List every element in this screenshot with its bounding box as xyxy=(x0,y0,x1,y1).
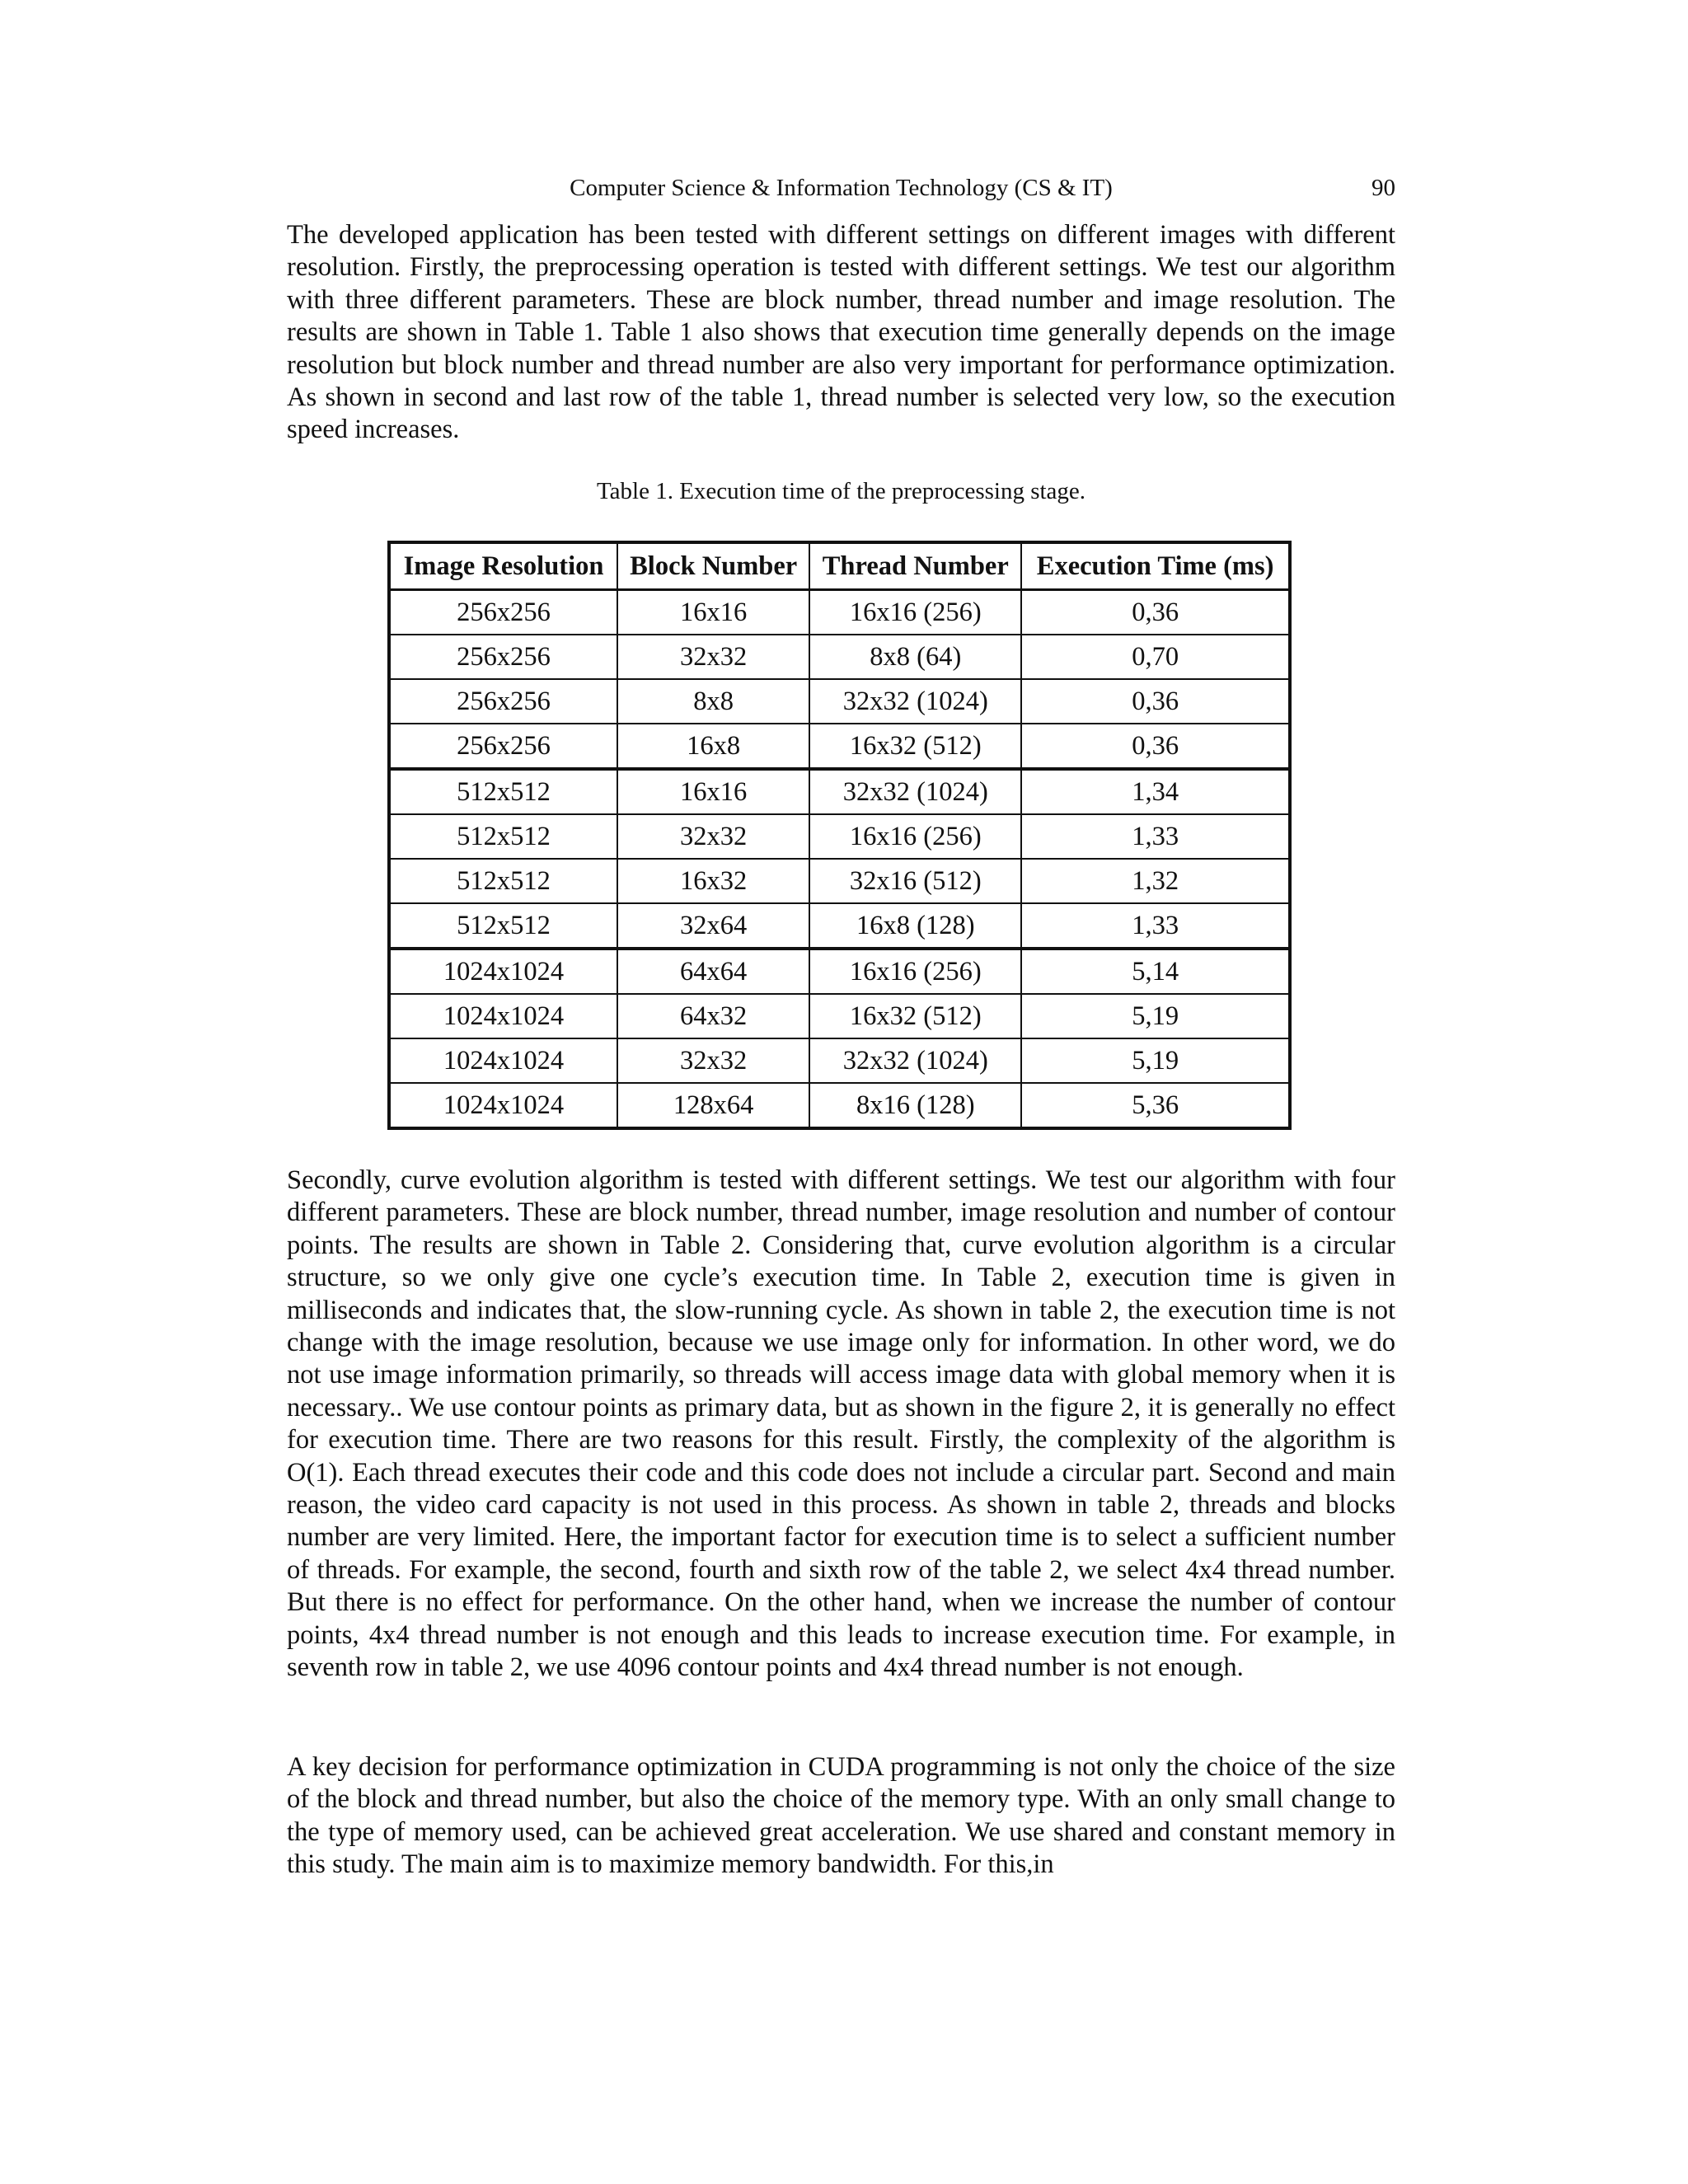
table-cell: 5,14 xyxy=(1021,949,1290,994)
table-cell: 16x16 xyxy=(617,590,809,635)
table-cell: 32x32 xyxy=(617,635,809,679)
table-row xyxy=(389,859,1290,903)
table-cell: 512x512 xyxy=(389,814,617,859)
table-caption: Table 1. Execution time of the preprocessing stage. xyxy=(596,478,1086,504)
table-cell: 0,36 xyxy=(1021,724,1290,769)
table-cell: 16x32 (512) xyxy=(809,994,1021,1038)
table-cell: 1,33 xyxy=(1021,814,1290,859)
column-header-block-number: Block Number xyxy=(617,542,809,590)
table-cell: 32x32 (1024) xyxy=(809,769,1021,814)
table-cell: 32x64 xyxy=(617,903,809,949)
table-cell: 1024x1024 xyxy=(389,994,617,1038)
table-cell: 256x256 xyxy=(389,635,617,679)
table-cell: 64x32 xyxy=(617,994,809,1038)
table-row xyxy=(389,769,1290,814)
paragraph-memory-optimization: A key decision for performance optimization in CUDA programming is not only the choice of the size of the block and thread number, but also the choice of the memory type. With an only small change to the type of memory used, can be achieved great acceleration. We use shared and constant memory in this study. The main aim is to maximize memory bandwidth. For this,in xyxy=(287,1752,1395,1880)
table-cell: 8x16 (128) xyxy=(809,1083,1021,1128)
table-cell: 16x16 (256) xyxy=(809,949,1021,994)
table-row xyxy=(389,679,1290,724)
table-cell: 16x16 (256) xyxy=(809,590,1021,635)
table-cell: 32x32 (1024) xyxy=(809,1038,1021,1083)
table-cell: 512x512 xyxy=(389,859,617,903)
table-cell: 5,36 xyxy=(1021,1083,1290,1128)
column-header-image-resolution: Image Resolution xyxy=(389,542,617,590)
table-cell: 16x16 xyxy=(617,769,809,814)
table-cell: 512x512 xyxy=(389,903,617,949)
table-cell: 16x16 (256) xyxy=(809,814,1021,859)
table-cell: 1024x1024 xyxy=(389,1038,617,1083)
table-cell: 8x8 (64) xyxy=(809,635,1021,679)
table-row xyxy=(389,949,1290,994)
table-cell: 16x32 xyxy=(617,859,809,903)
table-cell: 5,19 xyxy=(1021,994,1290,1038)
table-cell: 8x8 xyxy=(617,679,809,724)
table-cell: 1,34 xyxy=(1021,769,1290,814)
table-row xyxy=(389,994,1290,1038)
table-cell: 16x8 (128) xyxy=(809,903,1021,949)
table-cell: 512x512 xyxy=(389,769,617,814)
journal-title: Computer Science & Information Technology (CS & IT) xyxy=(570,175,1113,201)
paragraph-curve-evolution: Secondly, curve evolution algorithm is tested with different settings. We test our algorithm with four different parameters. These are block number, thread number, image resolution and number of contour points. The results are shown in Table 2. Considering that, curve evolution algorithm is a circular structure, so we only give one cycle’s execution time. In Table 2, execution time is given in milliseconds and indicates that, the slow-running cycle. As shown in table 2, the execution time is not change with the image resolution, because we use image only for information. In other word, we do not use image information primarily, so threads will access image data with global memory when it is necessary.. We use contour points as primary data, but as shown in the figure 2, it is generally no effect for execution time. There are two reasons for this result. Firstly, the complexity of the algorithm is O(1). Each thread executes their code and this code does not include a circular part. Second and main reason, the video card capacity is not used in this process. As shown in table 2, threads and blocks number are very limited. Here, the important factor for execution time is to select a sufficient number of threads. For example, the second, fourth and sixth row of the table 2, we select 4x4 thread number. But there is no effect for performance. On the other hand, when we increase the number of contour points, 4x4 thread number is not enough and this leads to increase execution time. For example, in seventh row in table 2, we use 4096 contour points and 4x4 thread number is not enough. xyxy=(287,1165,1395,1683)
table-cell: 32x32 xyxy=(617,1038,809,1083)
table-cell: 0,70 xyxy=(1021,635,1290,679)
column-header-execution-time: Execution Time (ms) xyxy=(1021,542,1290,590)
table-cell: 0,36 xyxy=(1021,679,1290,724)
table-header-row xyxy=(389,542,1290,590)
table-row xyxy=(389,724,1290,769)
table-cell: 0,36 xyxy=(1021,590,1290,635)
table-cell: 1024x1024 xyxy=(389,949,617,994)
table-row xyxy=(389,1038,1290,1083)
table-cell: 32x32 (1024) xyxy=(809,679,1021,724)
table-cell: 64x64 xyxy=(617,949,809,994)
table-cell: 1,33 xyxy=(1021,903,1290,949)
table-cell: 32x16 (512) xyxy=(809,859,1021,903)
table-row xyxy=(389,814,1290,859)
table-row xyxy=(389,1083,1290,1128)
column-header-thread-number: Thread Number xyxy=(809,542,1021,590)
table-cell: 1,32 xyxy=(1021,859,1290,903)
table-row xyxy=(389,635,1290,679)
table-cell: 5,19 xyxy=(1021,1038,1290,1083)
table-cell: 256x256 xyxy=(389,590,617,635)
running-header xyxy=(287,169,1395,207)
paragraph-intro: The developed application has been tested with different settings on different images with different resolution. Firstly, the preprocessing operation is tested with different settings. We test our algorithm with three different parameters. These are block number, thread number and image resolution. The results are shown in Table 1. Table 1 also shows that execution time generally depends on the image resolution but block number and thread number are also very important for performance optimization. As shown in second and last row of the table 1, thread number is selected very low, so the execution speed increases. xyxy=(287,220,1395,445)
table-cell: 256x256 xyxy=(389,679,617,724)
execution-time-table xyxy=(387,541,1292,1130)
page-number: 90 xyxy=(1372,175,1395,201)
table-cell: 1024x1024 xyxy=(389,1083,617,1128)
table-cell: 16x32 (512) xyxy=(809,724,1021,769)
table-cell: 128x64 xyxy=(617,1083,809,1128)
table-cell: 16x8 xyxy=(617,724,809,769)
table-row xyxy=(389,903,1290,949)
table-cell: 32x32 xyxy=(617,814,809,859)
table-cell: 256x256 xyxy=(389,724,617,769)
table-row xyxy=(389,590,1290,635)
